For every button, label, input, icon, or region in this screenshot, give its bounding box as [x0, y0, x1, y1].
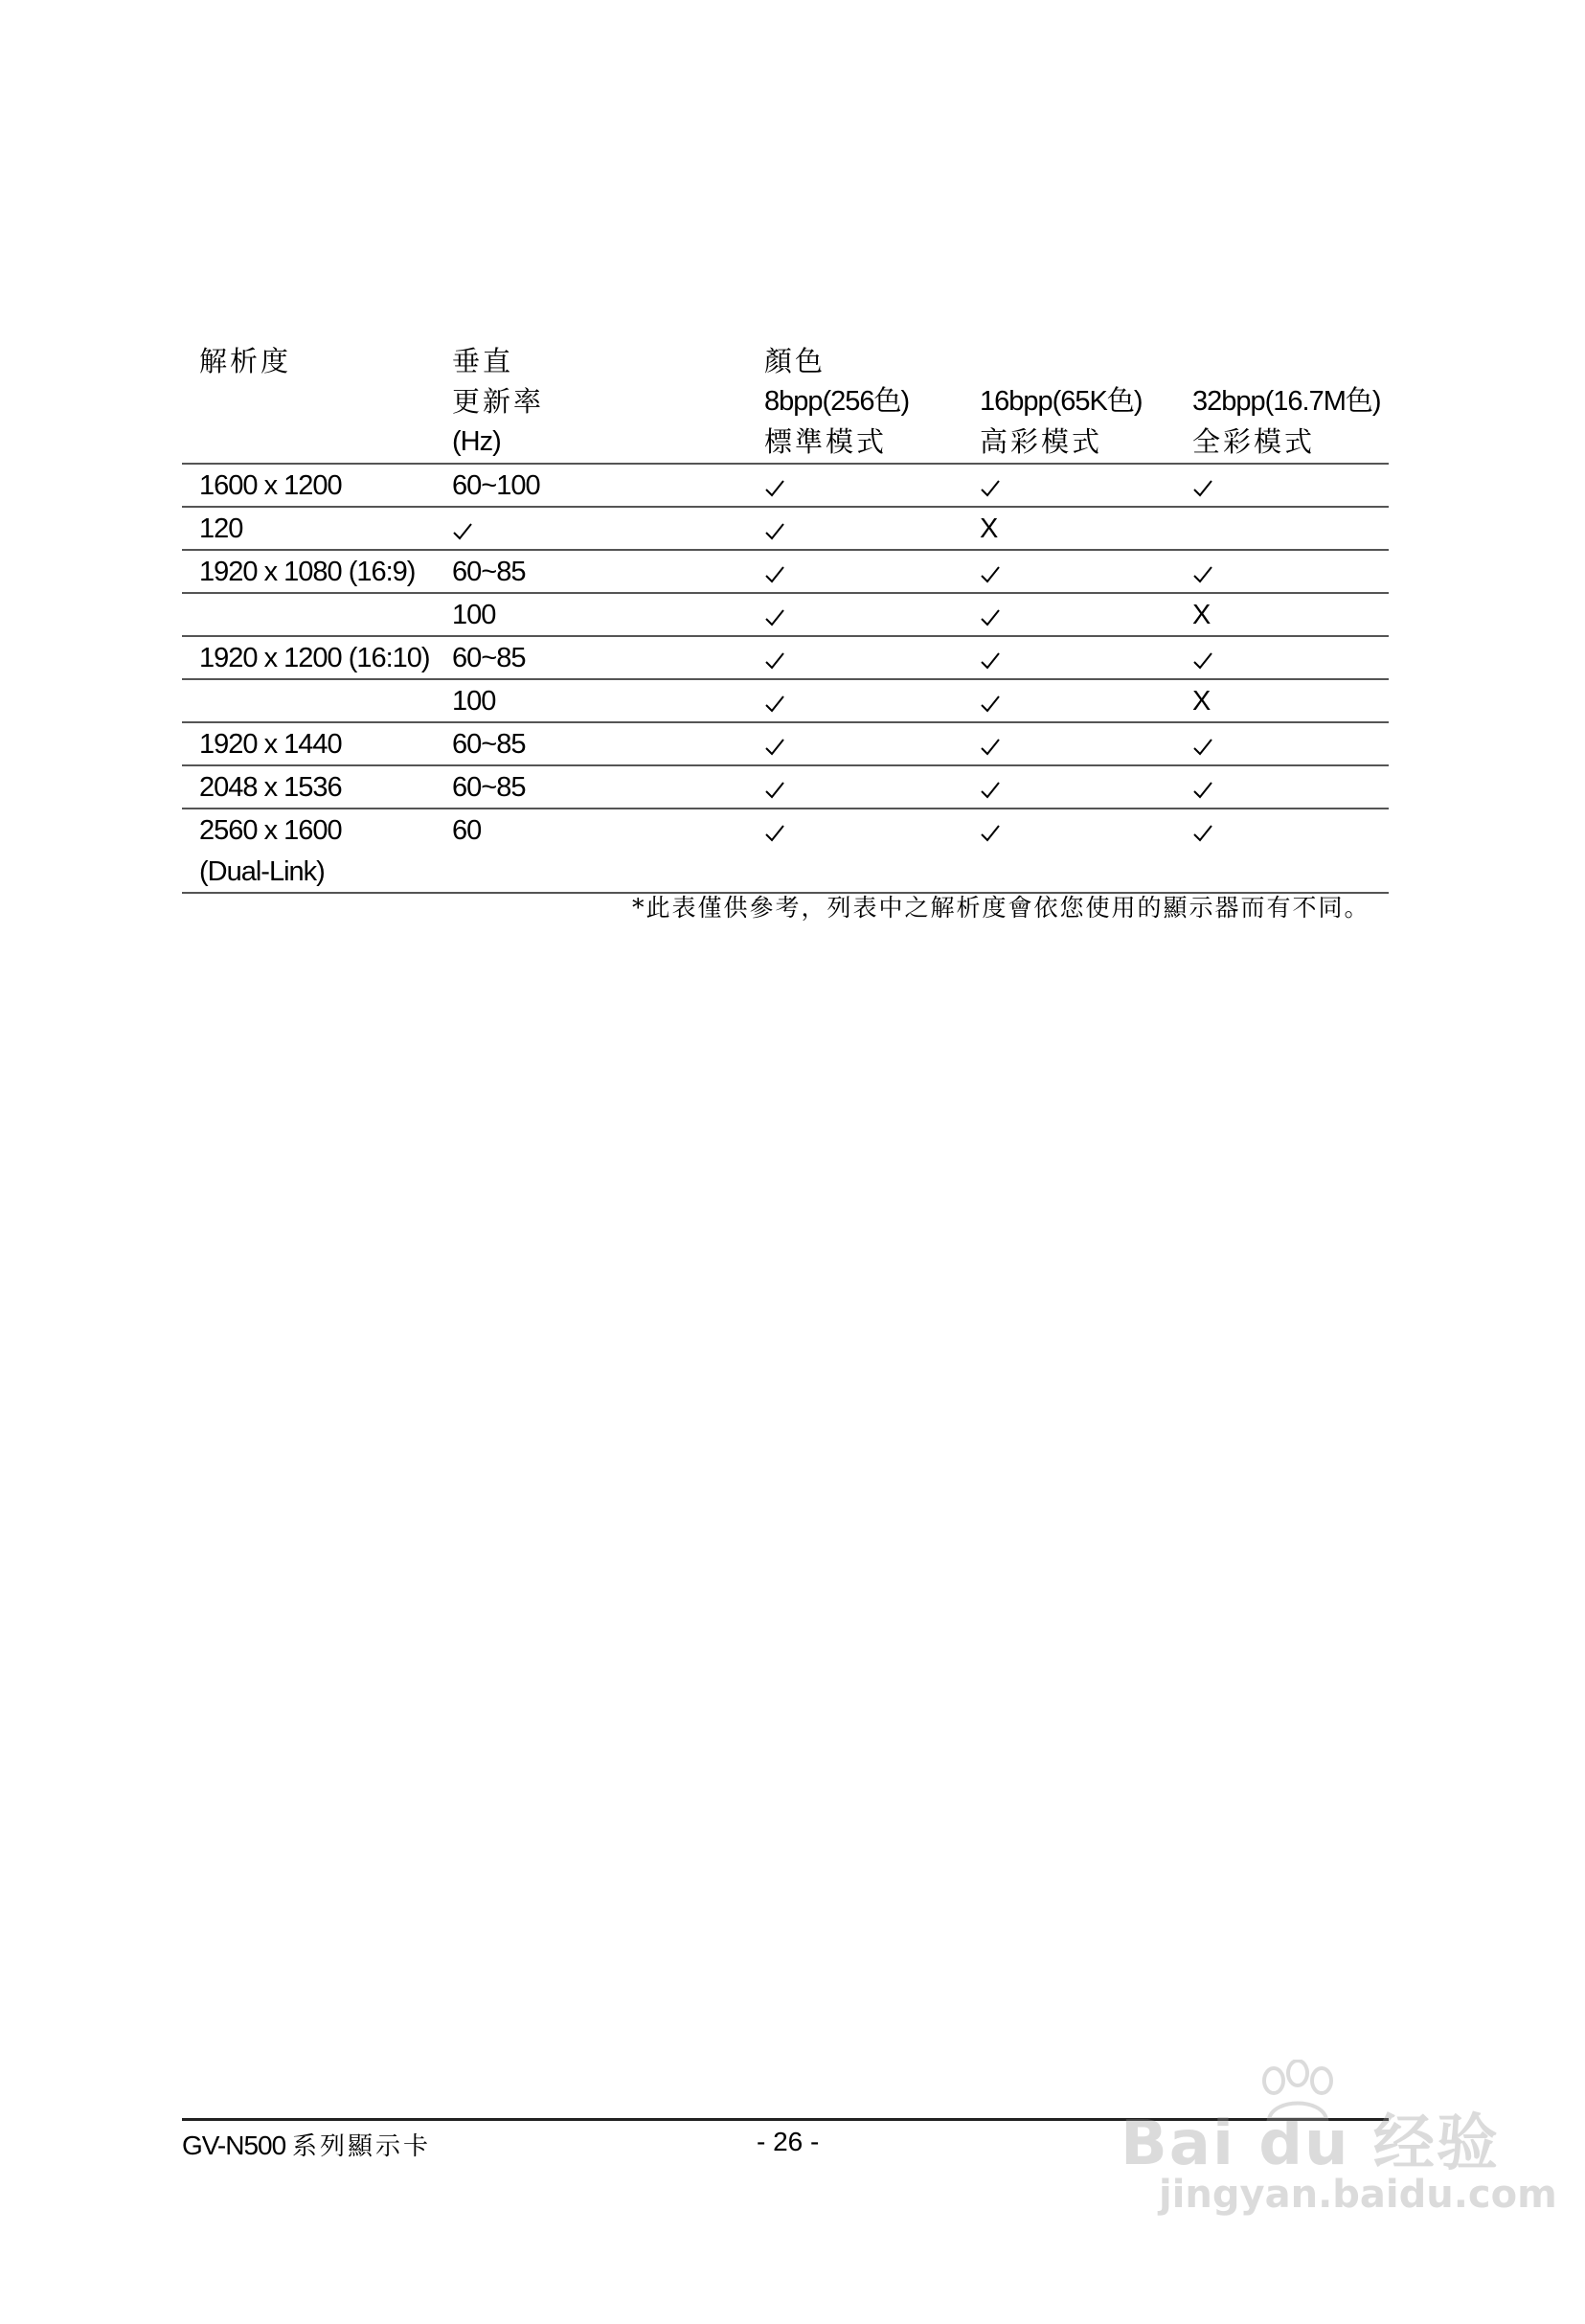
- table-row: [182, 551, 1389, 594]
- cell-resolution: 2048 x 1536: [199, 772, 342, 803]
- cell-resolution: 1600 x 1200: [199, 470, 342, 501]
- header-16bpp: 16bpp(65K色): [980, 386, 1143, 417]
- check-icon: [1192, 727, 1215, 750]
- cell-8bpp-check-icon: [764, 551, 787, 593]
- cell-8bpp-check-icon: [764, 594, 787, 636]
- table-row: [182, 508, 1389, 551]
- header-8bpp: 8bpp(256色): [764, 386, 910, 417]
- cell-16bpp-check-icon: [980, 809, 1003, 852]
- header-resolution: 解析度: [199, 345, 292, 377]
- cell-8bpp-check-icon: [764, 508, 787, 550]
- cell-refresh: 60~85: [452, 729, 526, 760]
- cell-16bpp-check-icon: [980, 766, 1003, 809]
- header-8bpp-mode: 標準模式: [764, 425, 888, 458]
- table-row: [182, 637, 1389, 680]
- page-number: - 26 -: [757, 2127, 820, 2156]
- header-16bpp-mode: 高彩模式: [980, 425, 1103, 458]
- cell-32bpp-check-icon: [1192, 637, 1215, 679]
- table-row: [182, 723, 1389, 766]
- header-32bpp-mode: 全彩模式: [1192, 425, 1316, 458]
- cell-refresh: 60~85: [452, 643, 526, 673]
- check-icon: [1192, 813, 1215, 836]
- cell-16bpp-check-icon: [980, 637, 1003, 679]
- table-header: [182, 340, 1389, 465]
- cell-32bpp-check-icon: [1192, 551, 1215, 593]
- cell-32bpp-check-icon: [1192, 723, 1215, 765]
- cell-resolution: 1920 x 1440: [199, 729, 342, 760]
- check-icon: [980, 555, 1003, 578]
- cell-16bpp-check-icon: [980, 465, 1003, 507]
- cell-resolution: 1920 x 1080 (16:9): [199, 557, 416, 587]
- footer-model: GV-N500: [182, 2130, 286, 2160]
- check-icon: [980, 813, 1003, 836]
- check-icon: [1192, 641, 1215, 664]
- cell-8bpp-check-icon: [764, 766, 787, 809]
- check-icon: [1192, 770, 1215, 793]
- table-row: [182, 809, 1389, 894]
- check-icon: [980, 598, 1003, 621]
- cell-16bpp-check-icon: [980, 594, 1003, 636]
- cell-8bpp-check-icon: [764, 465, 787, 507]
- cell-resolution-note: (Dual-Link): [199, 856, 325, 887]
- check-icon: [764, 512, 787, 535]
- header-refresh-line1: 垂直: [452, 345, 514, 377]
- cell-32bpp: X: [1192, 600, 1211, 630]
- cell-refresh: 100: [452, 600, 496, 630]
- cell-16bpp-check-icon: [980, 680, 1003, 722]
- resolution-table: [182, 340, 1389, 894]
- check-icon: [980, 468, 1003, 491]
- check-icon: [764, 813, 787, 836]
- cell-8bpp-check-icon: [764, 637, 787, 679]
- check-icon: [764, 727, 787, 750]
- check-icon: [764, 468, 787, 491]
- cell-8bpp-check-icon: [764, 809, 787, 852]
- cell-8bpp-check-icon: [764, 723, 787, 765]
- cell-refresh: 60~85: [452, 772, 526, 803]
- check-icon: [764, 598, 787, 621]
- table-row: [182, 766, 1389, 809]
- check-icon: [764, 770, 787, 793]
- check-icon: [764, 641, 787, 664]
- footer-product: [182, 2127, 431, 2162]
- cell-32bpp-check-icon: [1192, 465, 1215, 507]
- cell-16bpp-check-icon: [980, 551, 1003, 593]
- header-color-group: 顏色: [764, 345, 826, 377]
- cell-32bpp-check-icon: [1192, 809, 1215, 852]
- table-row: [182, 680, 1389, 723]
- table-body: [182, 465, 1389, 894]
- table-row: [182, 465, 1389, 508]
- check-icon: [980, 684, 1003, 707]
- watermark-logo: Bai du 经验: [1121, 2108, 1500, 2179]
- cell-refresh: 60~100: [452, 470, 540, 501]
- check-icon: [452, 512, 475, 535]
- check-icon: [1192, 468, 1215, 491]
- baidu-watermark: [1101, 2060, 1557, 2251]
- check-icon: [980, 641, 1003, 664]
- footer-product-name: 系列顯示卡: [291, 2132, 431, 2161]
- check-icon: [1192, 555, 1215, 578]
- table-row: [182, 594, 1389, 637]
- cell-resolution: 2560 x 1600: [199, 815, 342, 846]
- cell-resolution: 1920 x 1200 (16:10): [199, 643, 430, 673]
- cell-resolution: 120: [199, 513, 243, 544]
- check-icon: [764, 684, 787, 707]
- cell-refresh: 60: [452, 815, 482, 846]
- cell-32bpp: X: [1192, 686, 1211, 717]
- cell-32bpp-check-icon: [1192, 766, 1215, 809]
- cell-8bpp-check-icon: [764, 680, 787, 722]
- header-refresh-unit: (Hz): [452, 426, 501, 457]
- check-icon: [980, 770, 1003, 793]
- table-footnote: *此表僅供參考，列表中之解析度會依您使用的顯示器而有不同。: [632, 894, 1370, 922]
- check-icon: [980, 727, 1003, 750]
- cell-16bpp-check-icon: [980, 723, 1003, 765]
- cell-16bpp: X: [980, 513, 998, 544]
- cell-refresh: 60~85: [452, 557, 526, 587]
- cell-refresh: 100: [452, 686, 496, 717]
- cell-refresh-check-icon: [452, 508, 475, 550]
- watermark-url: jingyan.baidu.com: [1159, 2173, 1557, 2217]
- header-refresh-line2: 更新率: [452, 385, 545, 418]
- check-icon: [764, 555, 787, 578]
- header-32bpp: 32bpp(16.7M色): [1192, 386, 1381, 417]
